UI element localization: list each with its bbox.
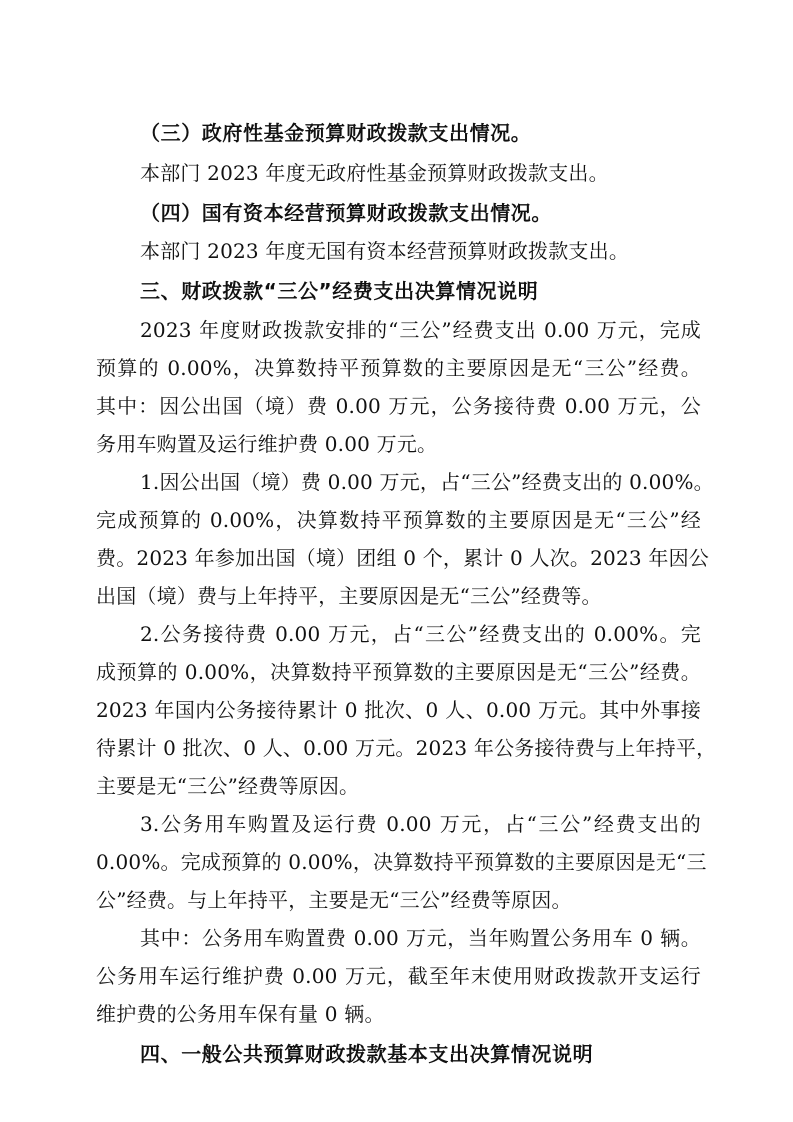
paragraph-line: 2023 年度财政拨款安排的“三公”经费支出 0.00 万元，完成 [140, 318, 701, 342]
paragraph-line: 本部门 2023 年度无国有资本经营预算财政拨款支出。 [140, 239, 630, 263]
paragraph-line: 务用车购置及运行维护费 0.00 万元。 [96, 432, 438, 456]
paragraph-line: 维护费的公务用车保有量 0 辆。 [96, 1002, 385, 1026]
paragraph-line: 其中：因公出国（境）费 0.00 万元，公务接待费 0.00 万元，公 [96, 394, 701, 418]
paragraph-line: 0.00%。完成预算的 0.00%，决算数持平预算数的主要原因是无“三 [96, 850, 707, 874]
section-heading-three-public: 三、财政拨款“三公”经费支出决算情况说明 [140, 279, 539, 303]
paragraph-line: 公”经费。与上年持平，主要是无“三公”经费等原因。 [96, 888, 572, 912]
paragraph-line: 出国（境）费与上年持平，主要原因是无“三公”经费等。 [96, 584, 602, 608]
subheading-government-fund: （三）政府性基金预算财政拨款支出情况。 [140, 121, 532, 145]
subheading-state-capital: （四）国有资本经营预算财政拨款支出情况。 [140, 201, 552, 225]
paragraph-line: 待累计 0 批次、0 人、0.00 万元。2023 年公务接待费与上年持平， [96, 736, 717, 760]
section-heading-basic-expenditure: 四、一般公共预算财政拨款基本支出决算情况说明 [140, 1042, 594, 1066]
paragraph-line: 预算的 0.00%，决算数持平预算数的主要原因是无“三公”经费。 [96, 356, 701, 380]
paragraph-line: 1.因公出国（境）费 0.00 万元，占“三公”经费支出的 0.00%。 [140, 470, 714, 494]
paragraph-line: 费。2023 年参加出国（境）团组 0 个，累计 0 人次。2023 年因公 [96, 546, 709, 570]
paragraph-line: 完成预算的 0.00%，决算数持平预算数的主要原因是无“三公”经 [96, 508, 701, 532]
paragraph-line: 公务用车运行维护费 0.00 万元，截至年末使用财政拨款开支运行 [96, 964, 701, 988]
paragraph-line: 2.公务接待费 0.00 万元，占“三公”经费支出的 0.00%。完 [140, 622, 701, 646]
paragraph-line: 3.公务用车购置及运行费 0.00 万元，占“三公”经费支出的 [140, 812, 701, 836]
paragraph-line: 主要是无“三公”经费等原因。 [96, 774, 360, 798]
paragraph-line: 2023 年国内公务接待累计 0 批次、0 人、0.00 万元。其中外事接 [96, 698, 701, 722]
paragraph-line: 其中：公务用车购置费 0.00 万元，当年购置公务用车 0 辆。 [140, 926, 701, 950]
paragraph-line: 成预算的 0.00%，决算数持平预算数的主要原因是无“三公”经费。 [96, 660, 701, 684]
paragraph-line: 本部门 2023 年度无政府性基金预算财政拨款支出。 [140, 161, 609, 185]
